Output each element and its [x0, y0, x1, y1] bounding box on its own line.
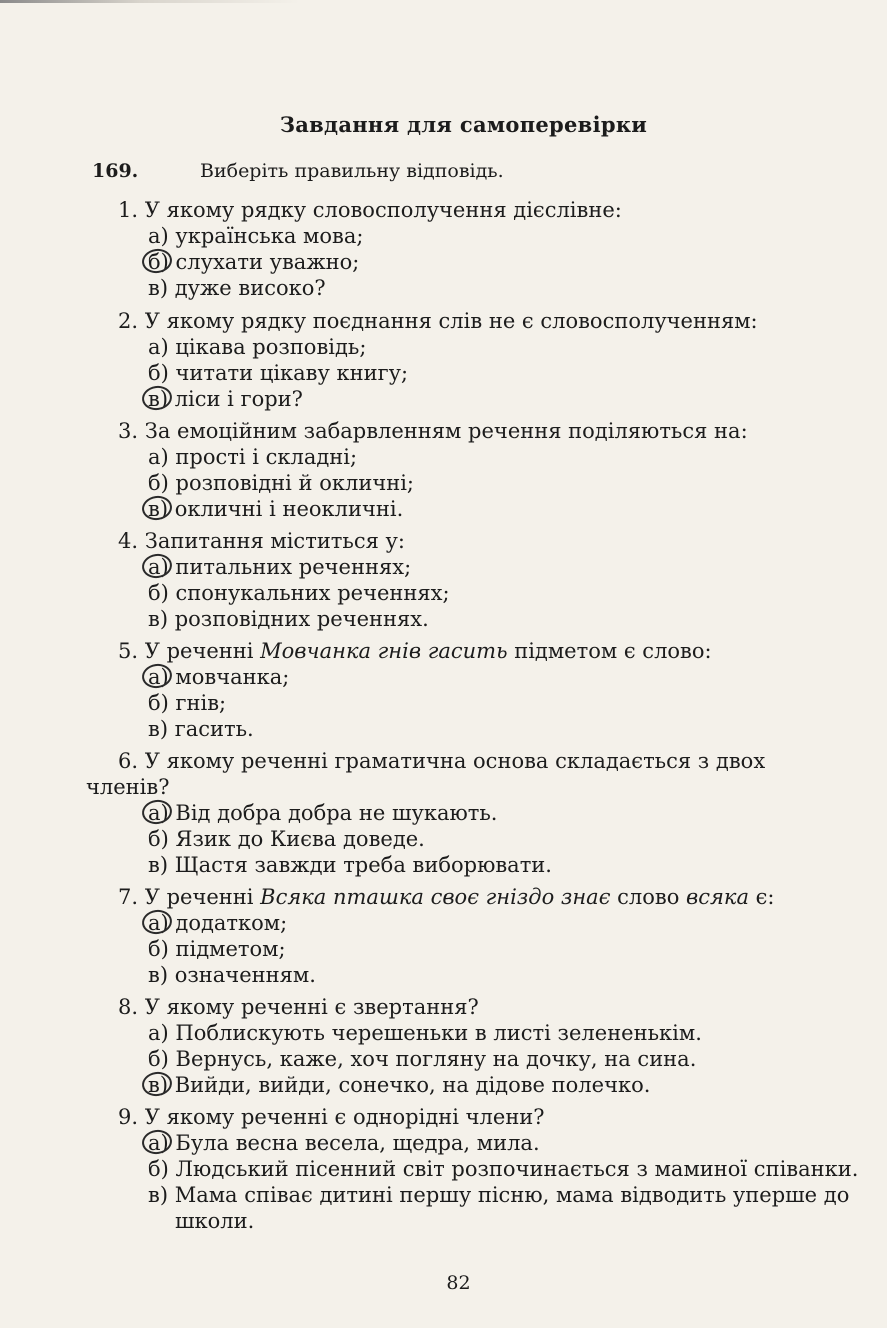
- option: а) прості і складні;: [148, 445, 358, 469]
- question-number: 1.: [118, 198, 139, 222]
- question-5-options: [148, 664, 289, 742]
- option: в) Щастя завжди треба виборювати.: [148, 853, 552, 877]
- question-9: [118, 1104, 545, 1130]
- question-9-options: [148, 1130, 865, 1234]
- task-instruction: Виберіть правильну відповідь.: [200, 160, 504, 182]
- question-4: [118, 528, 405, 554]
- question-6-options: [148, 800, 552, 878]
- question-3-options: [148, 444, 414, 522]
- question-number: 4.: [118, 529, 139, 553]
- question-7-options: [148, 910, 316, 988]
- option: а) цікава розповідь;: [148, 335, 367, 359]
- option: а) Поблискують черешеньки в листі зелененькім.: [148, 1021, 702, 1045]
- option-selected: а) Була весна весела, щедра, мила.: [148, 1130, 865, 1156]
- question-text: У якому реченні є звертання?: [144, 995, 479, 1019]
- question-number: 7.: [118, 885, 139, 909]
- question-8: [118, 994, 479, 1020]
- option: в) гасить.: [148, 717, 254, 741]
- option-selected: а) Від добра добра не шукають.: [148, 800, 552, 826]
- section-title: Завдання для самоперевірки: [279, 112, 648, 137]
- question-4-options: [148, 554, 450, 632]
- question-3: [118, 418, 748, 444]
- option: в) означенням.: [148, 963, 316, 987]
- question-number: 9.: [118, 1105, 139, 1129]
- question-7: 7. У реченні Всяка пташка своє гніздо знає слово всяка є:: [118, 885, 775, 909]
- question-text: У якому рядку поєднання слів не є словосполученням:: [144, 309, 758, 333]
- option: б) гнів;: [148, 691, 227, 715]
- option: б) читати цікаву книгу;: [148, 361, 409, 385]
- question-2: [118, 308, 758, 334]
- page-number: 82: [446, 1272, 471, 1294]
- question-text: У якому рядку словосполучення дієслівне:: [144, 198, 622, 222]
- quoted-sentence: Мовчанка гнів гасить: [260, 639, 508, 663]
- page-edge: [0, 0, 887, 3]
- option-selected: а) додатком;: [148, 910, 316, 936]
- question-1-options: [148, 223, 363, 301]
- question-number: 5.: [118, 639, 139, 663]
- option: в) Мама співає дитині першу пісню, мама відводить уперше до школи.: [148, 1183, 850, 1233]
- option-selected: в) Вийди, вийди, сонечко, на дідове полечко.: [148, 1072, 702, 1098]
- option: б) Людський пісенний світ розпочинається з маминої співанки.: [148, 1157, 859, 1181]
- quoted-word: всяка: [686, 885, 749, 909]
- option: а) українська мова;: [148, 224, 364, 248]
- option-selected: а) мовчанка;: [148, 664, 289, 690]
- option-selected: б) слухати уважно;: [148, 249, 363, 275]
- question-8-options: [148, 1020, 702, 1098]
- quoted-sentence: Всяка пташка своє гніздо знає: [260, 885, 611, 909]
- option: в) розповідних реченнях.: [148, 607, 429, 631]
- option-selected: а) питальних реченнях;: [148, 554, 450, 580]
- question-text: У якому реченні граматична основа складається з двох членів?: [86, 749, 766, 799]
- question-number: 3.: [118, 419, 139, 443]
- question-number: 6.: [118, 749, 139, 773]
- question-text: За емоційним забарвленням речення поділяються на:: [144, 419, 748, 443]
- option: б) спонукальних реченнях;: [148, 581, 450, 605]
- task-header: [92, 160, 504, 182]
- option: б) Язик до Києва доведе.: [148, 827, 425, 851]
- question-number: 2.: [118, 309, 139, 333]
- question-text: Запитання міститься у:: [144, 529, 405, 553]
- question-5: 5. У реченні Мовчанка гнів гасить підметом є слово:: [118, 639, 712, 663]
- question-2-options: [148, 334, 408, 412]
- option: б) підметом;: [148, 937, 286, 961]
- task-number: 169.: [92, 160, 139, 182]
- option: б) розповідні й окличні;: [148, 471, 414, 495]
- question-text: У якому реченні є однорідні члени?: [144, 1105, 545, 1129]
- option-selected: в) ліси і гори?: [148, 386, 408, 412]
- question-1: [118, 197, 622, 223]
- option: б) Вернусь, каже, хоч погляну на дочку, на сина.: [148, 1047, 697, 1071]
- option: в) дуже високо?: [148, 276, 326, 300]
- option-selected: в) окличні і неокличні.: [148, 496, 414, 522]
- question-6: [86, 748, 846, 800]
- question-number: 8.: [118, 995, 139, 1019]
